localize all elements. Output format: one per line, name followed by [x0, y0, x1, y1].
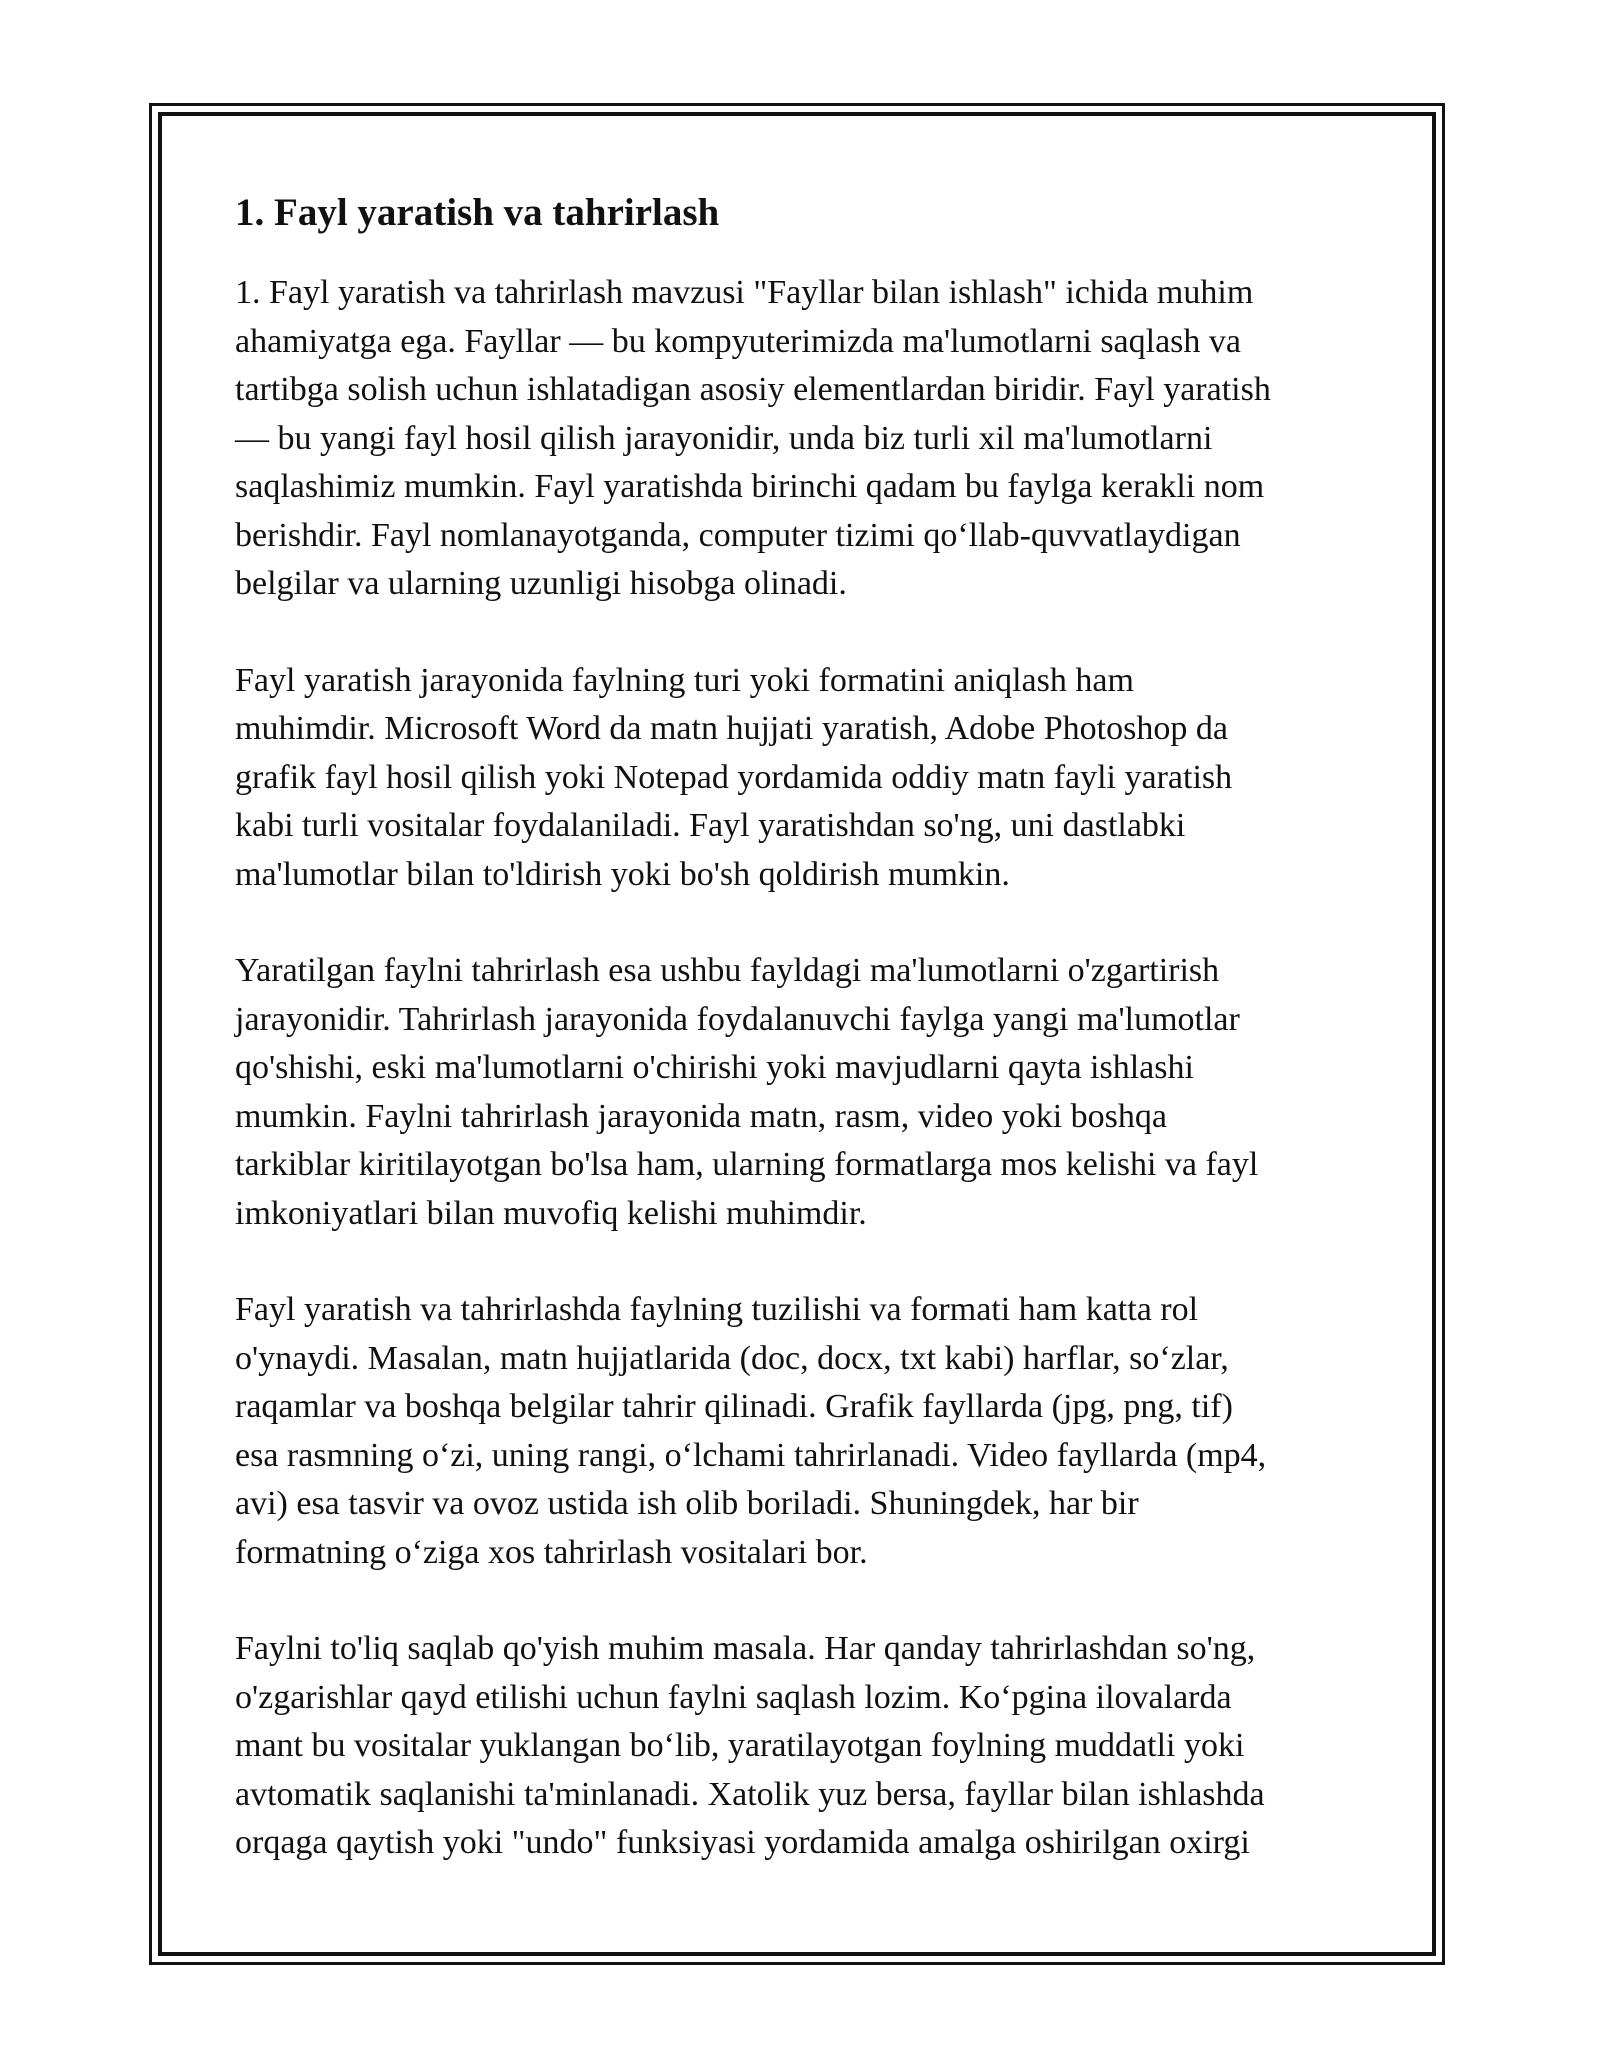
text-line: ma'lumotlar bilan to'ldirish yoki bo'sh qoldirish mumkin.	[235, 855, 1010, 893]
text-line: o'ynaydi. Masalan, matn hujjatlarida (doc, docx, txt kabi) harflar, so‘zlar,	[235, 1339, 1229, 1377]
paragraph-4	[235, 1286, 1355, 1577]
text-line: 1. Fayl yaratish va tahrirlash mavzusi "Fayllar bilan ishlash" ichida muhim	[235, 274, 1254, 311]
text-line: orqaga qaytish yoki "undo" funksiyasi yordamida amalga oshirilgan oxirgi	[235, 1824, 1250, 1861]
text-line: Faylni to'liq saqlab qo'yish muhim masala. Har qanday tahrirlashdan so'ng,	[235, 1630, 1256, 1667]
paragraph-3	[235, 947, 1355, 1238]
text-line: kabi turli vositalar foydalaniladi. Fayl yaratishdan so'ng, uni dastlabki	[235, 807, 1186, 844]
text-line: Fayl yaratish jarayonida faylning turi yoki formatini aniqlash ham	[235, 661, 1134, 699]
text-line: tartibga solish uchun ishlatadigan asosiy elementlardan biridir. Fayl yaratish	[235, 371, 1271, 408]
text-line: avi) esa tasvir va ovoz ustida ish olib boriladi. Shuningdek, har bir	[235, 1485, 1139, 1522]
text-line: Fayl yaratish va tahrirlashda faylning tuzilishi va formati ham katta rol	[235, 1291, 1199, 1328]
document-body	[235, 183, 1355, 1916]
section-heading: 1. Fayl yaratish va tahrirlash	[235, 191, 720, 234]
text-line: mant bu vositalar yuklangan bo‘lib, yaratilayotgan foylning muddatli yoki	[235, 1727, 1245, 1764]
paragraph-5	[235, 1625, 1355, 1868]
text-line: qo'shishi, eski ma'lumotlarni o'chirishi yoki mavjudlarni qayta ishlashi	[235, 1049, 1194, 1086]
text-line: esa rasmning o‘zi, uning rangi, o‘lchami tahrirlanadi. Video fayllarda (mp4,	[235, 1436, 1267, 1474]
text-line: tarkiblar kiritilayotgan bo'lsa ham, ularning formatlarga mos kelishi va fayl	[235, 1146, 1259, 1183]
text-line: o'zgarishlar qayd etilishi uchun faylni saqlash lozim. Ko‘pgina ilovalarda	[235, 1678, 1232, 1716]
paragraph-2	[235, 657, 1355, 900]
text-line: avtomatik saqlanishi ta'minlanadi. Xatolik yuz bersa, fayllar bilan ishlashda	[235, 1775, 1265, 1813]
paragraph-1	[235, 269, 1355, 609]
text-line: mumkin. Faylni tahrirlash jarayonida matn, rasm, video yoki boshqa	[235, 1097, 1167, 1135]
text-line: belgilar va ularning uzunligi hisobga olinadi.	[235, 565, 847, 602]
text-line: muhimdir. Microsoft Word da matn hujjati yaratish, Adobe Photoshop da	[235, 710, 1228, 747]
text-line: imkoniyatlari bilan muvofiq kelishi muhimdir.	[235, 1194, 867, 1232]
text-line: formatning o‘ziga xos tahrirlash vositalari bor.	[235, 1533, 868, 1571]
text-line: saqlashimiz mumkin. Fayl yaratishda birinchi qadam bu faylga kerakli nom	[235, 468, 1265, 505]
text-line: ahamiyatga ega. Fayllar — bu kompyuterimizda ma'lumotlarni saqlash va	[235, 322, 1242, 360]
text-line: raqamlar va boshqa belgilar tahrir qilinadi. Grafik fayllarda (jpg, png, tif)	[235, 1388, 1233, 1425]
text-line: jarayonidir. Tahrirlash jarayonida foydalanuvchi faylga yangi ma'lumotlar	[235, 1000, 1240, 1038]
text-line: Yaratilgan faylni tahrirlash esa ushbu fayldagi ma'lumotlarni o'zgartirish	[235, 952, 1220, 989]
text-line: — bu yangi fayl hosil qilish jarayonidir, unda biz turli xil ma'lumotlarni	[235, 419, 1213, 457]
text-line: berishdir. Fayl nomlanayotganda, computer tizimi qo‘llab-quvvatlaydigan	[235, 516, 1241, 554]
text-line: grafik fayl hosil qilish yoki Notepad yordamida oddiy matn fayli yaratish	[235, 758, 1233, 796]
